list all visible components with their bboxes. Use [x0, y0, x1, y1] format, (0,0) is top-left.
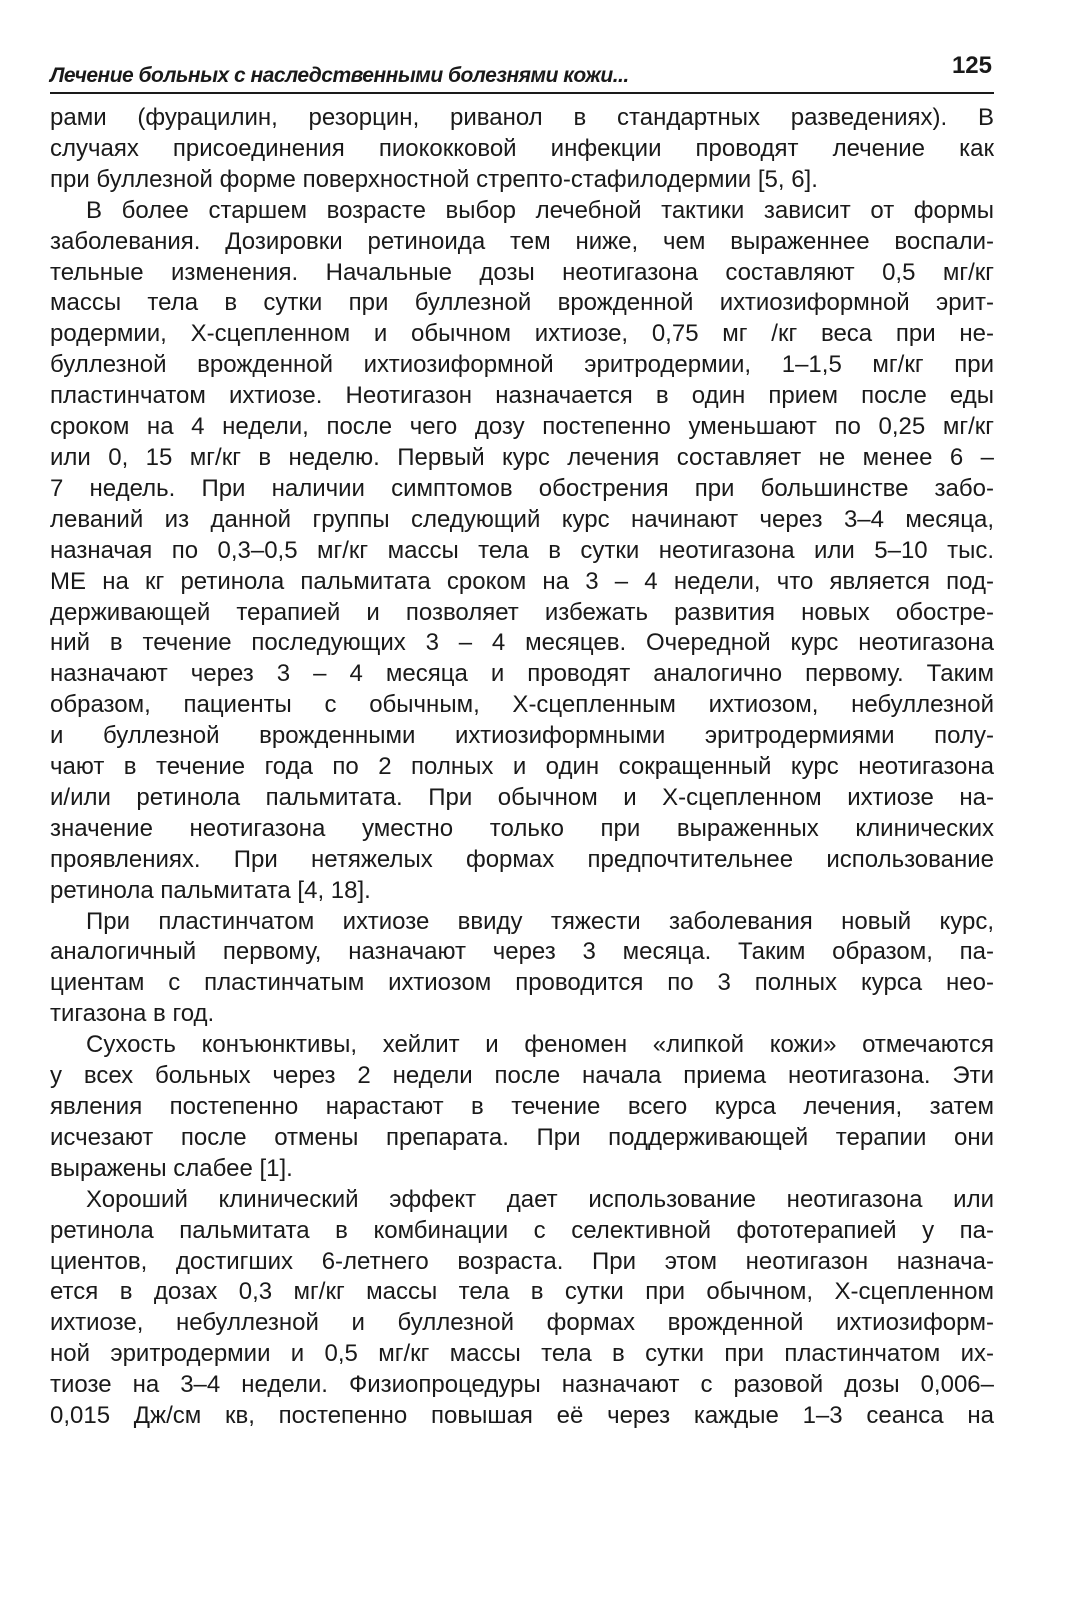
paragraph-start-line: При пластинчатом ихтиозе ввиду тяжести заболевания новый курс,: [86, 907, 994, 935]
text-line: ной эритродермии и 0,5 мг/кг массы тела в сутки при пластинчатом их-: [50, 1340, 994, 1368]
text-line: ихтиозе, небуллезной и буллезной формах врожденной ихтиозиформ-: [50, 1309, 994, 1337]
text-line: МЕ на кг ретинола пальмитата сроком на 3 – 4 недели, что является под-: [50, 567, 994, 595]
text-line: пластинчатом ихтиозе. Неотигазон назначается в один прием после еды: [50, 382, 994, 410]
text-line: аналогичный первому, назначают через 3 месяца. Таким образом, па-: [50, 938, 994, 966]
text-line: тиозе на 3–4 недели. Физиопроцедуры назначают с разовой дозы 0,006–: [50, 1371, 994, 1399]
text-line: и/или ретинола пальмитата. При обычном и Х-сцепленном ихтиозе на-: [50, 783, 994, 811]
text-line: буллезной врожденной ихтиозиформной эритродермии, 1–1,5 мг/кг при: [50, 351, 994, 379]
running-header: [50, 48, 994, 94]
text-line: 7 недель. При наличии симптомов обострения при большинстве забо-: [50, 474, 994, 502]
text-line: держивающей терапией и позволяет избежать развития новых обостре-: [50, 598, 994, 626]
text-line: родермии, Х-сцепленном и обычном ихтиозе, 0,75 мг /кг веса при не-: [50, 320, 994, 348]
text-line: циентам с пластинчатым ихтиозом проводится по 3 полных курса нео-: [50, 969, 994, 997]
text-line: тигазона в год.: [50, 1000, 215, 1028]
text-line: случаях присоединения пиококковой инфекции проводят лечение как: [50, 134, 994, 162]
text-line: тельные изменения. Начальные дозы неотигазона составляют 0,5 мг/кг: [50, 258, 994, 286]
text-line: у всех больных через 2 недели после начала приема неотигазона. Эти: [50, 1062, 994, 1090]
text-line: циентов, достигших 6-летнего возраста. При этом неотигазон назнача-: [50, 1247, 994, 1275]
text-line: чают в течение года по 2 полных и один сокращенный курс неотигазона: [50, 753, 994, 781]
paragraph-start-line: В более старшем возрасте выбор лечебной тактики зависит от формы: [86, 196, 994, 224]
paragraph-start-line: Хороший клинический эффект дает использование неотигазона или: [86, 1185, 994, 1213]
text-line: массы тела в сутки при буллезной врожденной ихтиозиформной эрит-: [50, 289, 994, 317]
text-line: назначая по 0,3–0,5 мг/кг массы тела в сутки неотигазона или 5–10 тыс.: [50, 536, 994, 564]
text-line: проявлениях. При нетяжелых формах предпочтительнее использование: [50, 845, 994, 873]
text-line: ется в дозах 0,3 мг/кг массы тела в сутки при обычном, Х-сцепленном: [50, 1278, 994, 1306]
running-title: Лечение больных с наследственными болезнями кожи...: [50, 64, 629, 87]
text-line: и буллезной врожденными ихтиозиформными эритродермиями полу-: [50, 722, 994, 750]
text-line: образом, пациенты с обычным, Х-сцепленным ихтиозом, небуллезной: [50, 691, 994, 719]
text-line: заболевания. Дозировки ретиноида тем ниже, чем выраженнее воспали-: [50, 227, 994, 255]
text-line: исчезают после отмены препарата. При поддерживающей терапии они: [50, 1123, 994, 1151]
text-line: явления постепенно нарастают в течение всего курса лечения, затем: [50, 1093, 994, 1120]
text-line: леваний из данной группы следующий курс начинают через 3–4 месяца,: [50, 505, 994, 533]
page-number: 125: [951, 52, 992, 79]
text-line: значение неотигазона уместно только при выраженных клинических: [50, 814, 994, 842]
text-line: ретинола пальмитата в комбинации с селективной фототерапией у па-: [50, 1216, 994, 1244]
text-line: сроком на 4 недели, после чего дозу постепенно уменьшают по 0,25 мг/кг: [50, 413, 994, 441]
text-line: ретинола пальмитата [4, 18].: [50, 876, 371, 904]
text-line: или 0, 15 мг/кг в неделю. Первый курс лечения составляет не менее 6 –: [50, 443, 994, 471]
paragraph-start-line: Сухость конъюнктивы, хейлит и феномен «липкой кожи» отмечаются: [86, 1031, 994, 1059]
text-line: выражены слабее [1].: [50, 1154, 293, 1182]
body-text: [50, 103, 994, 1432]
text-line: назначают через 3 – 4 месяца и проводят аналогично первому. Таким: [50, 660, 994, 688]
text-line: рами (фурацилин, резорцин, риванол в стандартных разведениях). В: [50, 104, 994, 131]
text-line: при буллезной форме поверхностной стрепто-стафилодермии [5, 6].: [50, 165, 818, 193]
text-line: 0,015 Дж/см кв, постепенно повышая её через каждые 1–3 сеанса на: [50, 1402, 994, 1430]
text-line: ний в течение последующих 3 – 4 месяцев. Очередной курс неотигазона: [50, 629, 994, 657]
